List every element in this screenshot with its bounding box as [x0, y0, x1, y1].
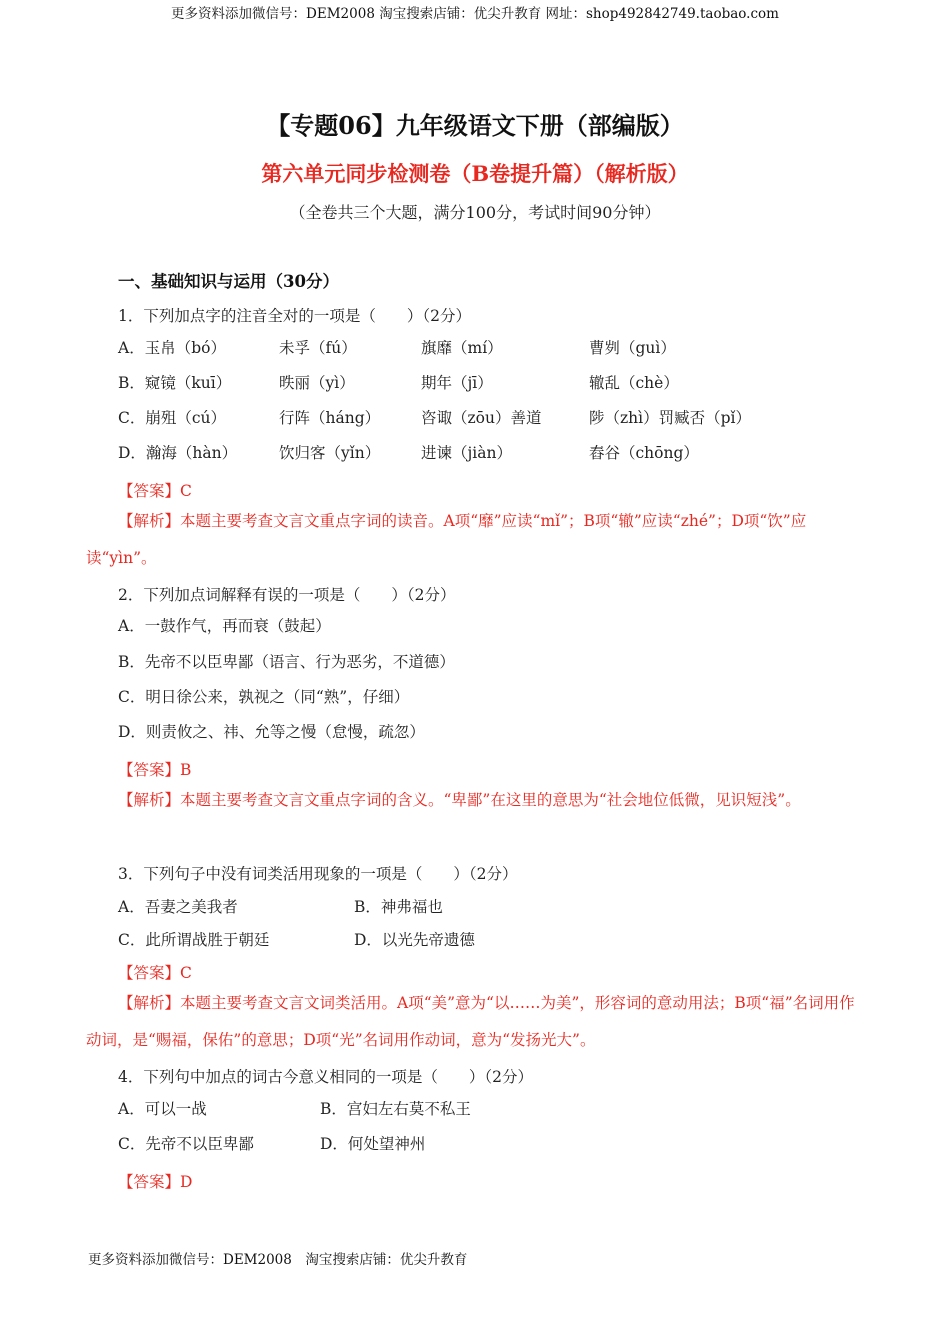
q1-option: A．玉帛（bó）	[118, 339, 226, 357]
q1-option: 曹刿（guì）	[589, 339, 676, 357]
exam-info: （全卷共三个大题，满分100分，考试时间90分钟）	[289, 203, 661, 222]
q3-option: D．以光先帝遗德	[354, 931, 475, 949]
q4-option: C．先帝不以臣卑鄙	[118, 1135, 254, 1153]
q2-analysis: 【解析】本题主要考查文言文重点字词的含义。“卑鄙”在这里的意思为“社会地位低微，见识短浅”。	[118, 791, 801, 809]
q1-option: 舂谷（chōng）	[589, 444, 699, 462]
question-2-stem: 2．下列加点词解释有误的一项是（ ）（2分）	[118, 586, 456, 604]
q1-analysis: 【解析】本题主要考查文言文重点字词的读音。A项“靡”应读“mǐ”；B项“辙”应读“zhé”；D项“饮”应读“yìn”。	[86, 512, 807, 567]
q4-option: B．宫妇左右莫不私王	[320, 1100, 471, 1118]
q1-option: 行阵（háng）	[279, 409, 381, 427]
question-3-stem: 3．下列句子中没有词类活用现象的一项是（ ）（2分）	[118, 865, 518, 883]
question-4-stem: 4．下列句中加点的词古今意义相同的一项是（ ）（2分）	[118, 1068, 533, 1086]
q1-option: 期年（jī）	[421, 374, 493, 392]
q2-option: D．则责攸之、祎、允等之慢（怠慢，疏忽）	[118, 723, 425, 741]
q1-option: 饮归客（yǐn）	[279, 444, 381, 462]
q1-option: B．窥镜（kuī）	[118, 374, 232, 392]
page-footer: 更多资料添加微信号：DEM2008 淘宝搜索店铺：优尖升教育	[88, 1252, 468, 1268]
question-1-stem: 1．下列加点字的注音全对的一项是（ ）（2分）	[118, 307, 471, 325]
section-heading: 一、基础知识与运用（30分）	[118, 272, 339, 291]
q1-option: 进谏（jiàn）	[421, 444, 512, 462]
q1-option: C．崩殂（cú）	[118, 409, 227, 427]
page-header: 更多资料添加微信号：DEM2008 淘宝搜索店铺：优尖升教育 网址：shop492842749.taobao.com	[171, 6, 779, 22]
q4-option: A．可以一战	[118, 1100, 207, 1118]
q3-option: B．神弗福也	[354, 898, 443, 916]
q2-option: C．明日徐公来，孰视之（同“熟”，仔细）	[118, 688, 410, 706]
q2-answer: 【答案】B	[118, 761, 192, 779]
q3-analysis: 【解析】本题主要考查文言文词类活用。A项“美”意为“以……为美”，形容词的意动用法；B项“福”名词用作动词，是“赐福，保佑”的意思；D项“光”名词用作动词，意为“发扬光大”。	[86, 994, 855, 1049]
q1-option: D．瀚海（hàn）	[118, 444, 238, 462]
q4-answer: 【答案】D	[118, 1173, 193, 1191]
q3-answer: 【答案】C	[118, 964, 192, 982]
q1-option: 咨诹（zōu）善道	[421, 409, 542, 427]
q3-option: A．吾妻之美我者	[118, 898, 238, 916]
q2-option: A．一鼓作气，再而衰（鼓起）	[118, 617, 331, 635]
q1-option: 旗靡（mí）	[421, 339, 503, 357]
page-subtitle: 第六单元同步检测卷（B卷提升篇）（解析版）	[261, 161, 689, 186]
q4-option: D．何处望神州	[320, 1135, 426, 1153]
q1-option: 陟（zhì）罚臧否（pǐ）	[589, 409, 751, 427]
q1-option: 辙乱（chè）	[589, 374, 679, 392]
q1-option: 昳丽（yì）	[279, 374, 355, 392]
q1-answer: 【答案】C	[118, 482, 192, 500]
q1-option: 未孚（fú）	[279, 339, 357, 357]
q3-option: C．此所谓战胜于朝廷	[118, 931, 270, 949]
page-title: 【专题06】九年级语文下册（部编版）	[266, 111, 684, 140]
q2-option: B．先帝不以臣卑鄙（语言、行为恶劣，不道德）	[118, 653, 455, 671]
